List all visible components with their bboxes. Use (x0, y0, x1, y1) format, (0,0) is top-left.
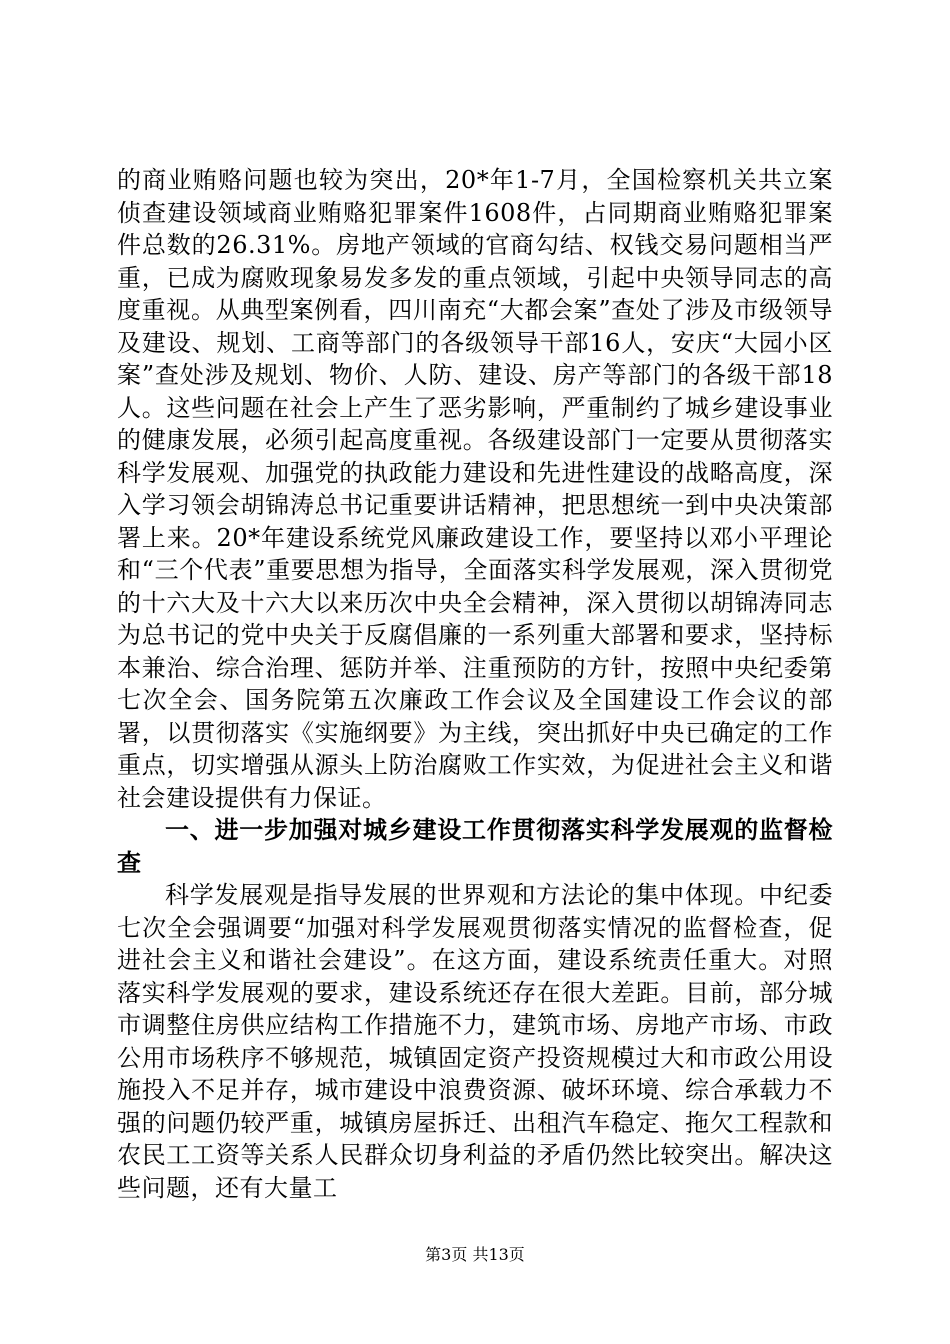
page-footer: 第3页 共13页 (425, 1245, 525, 1264)
document-body (117, 164, 833, 1204)
body-paragraph: 的商业贿赂问题也较为突出，20*年1-7月，全国检察机关共立案侦查建设领域商业贿赂犯罪案件1608件，占同期商业贿赂犯罪案件总数的26.31%。房地产领域的官商勾结、权钱交易问题相当严重，已成为腐败现象易发多发的重点领域，引起中央领导同志的高度重视。从典型案例看，四川南充“大都会案”查处了涉及市级领导及建设、规划、工商等部门的各级领导干部16人，安庆“大园小区案”查处涉及规划、物价、人防、建设、房产等部门的各级干部18人。这些问题在社会上产生了恶劣影响，严重制约了城乡建设事业的健康发展，必须引起高度重视。各级建设部门一定要从贯彻落实科学发展观、加强党的执政能力建设和先进性建设的战略高度，深入学习领会胡锦涛总书记重要讲话精神，把思想统一到中央决策部署上来。20*年建设系统党风廉政建设工作，要坚持以邓小平理论和“三个代表”重要思想为指导，全面落实科学发展观，深入贯彻党的十六大及十六大以来历次中央全会精神，深入贯彻以胡锦涛同志为总书记的党中央关于反腐倡廉的一系列重大部署和要求，坚持标本兼治、综合治理、惩防并举、注重预防的方针，按照中央纪委第七次全会、国务院第五次廉政工作会议及全国建设工作会议的部署，以贯彻落实《实施纲要》为主线，突出抓好中央已确定的工作重点，切实增强从源头上防治腐败工作实效，为促进社会主义和谐社会建设提供有力保证。 (117, 166, 833, 812)
section-heading: 一、进一步加强对城乡建设工作贯彻落实科学发展观的监督检查 (117, 816, 833, 877)
body-paragraph: 科学发展观是指导发展的世界观和方法论的集中体现。中纪委七次全会强调要“加强对科学发展观贯彻落实情况的监督检查，促进社会主义和谐社会建设”。在这方面，建设系统责任重大。对照落实科学发展观的要求，建设系统还存在很大差距。目前，部分城市调整住房供应结构工作措施不力，建筑市场、房地产市场、市政公用市场秩序不够规范，城镇固定资产投资规模过大和市政公用设施投入不足并存，城市建设中浪费资源、破坏环境、综合承载力不强的问题仍较严重，城镇房屋拆迁、出租汽车稳定、拖欠工程款和农民工工资等关系人民群众切身利益的矛盾仍然比较突出。解决这些问题，还有大量工 (117, 881, 833, 1202)
